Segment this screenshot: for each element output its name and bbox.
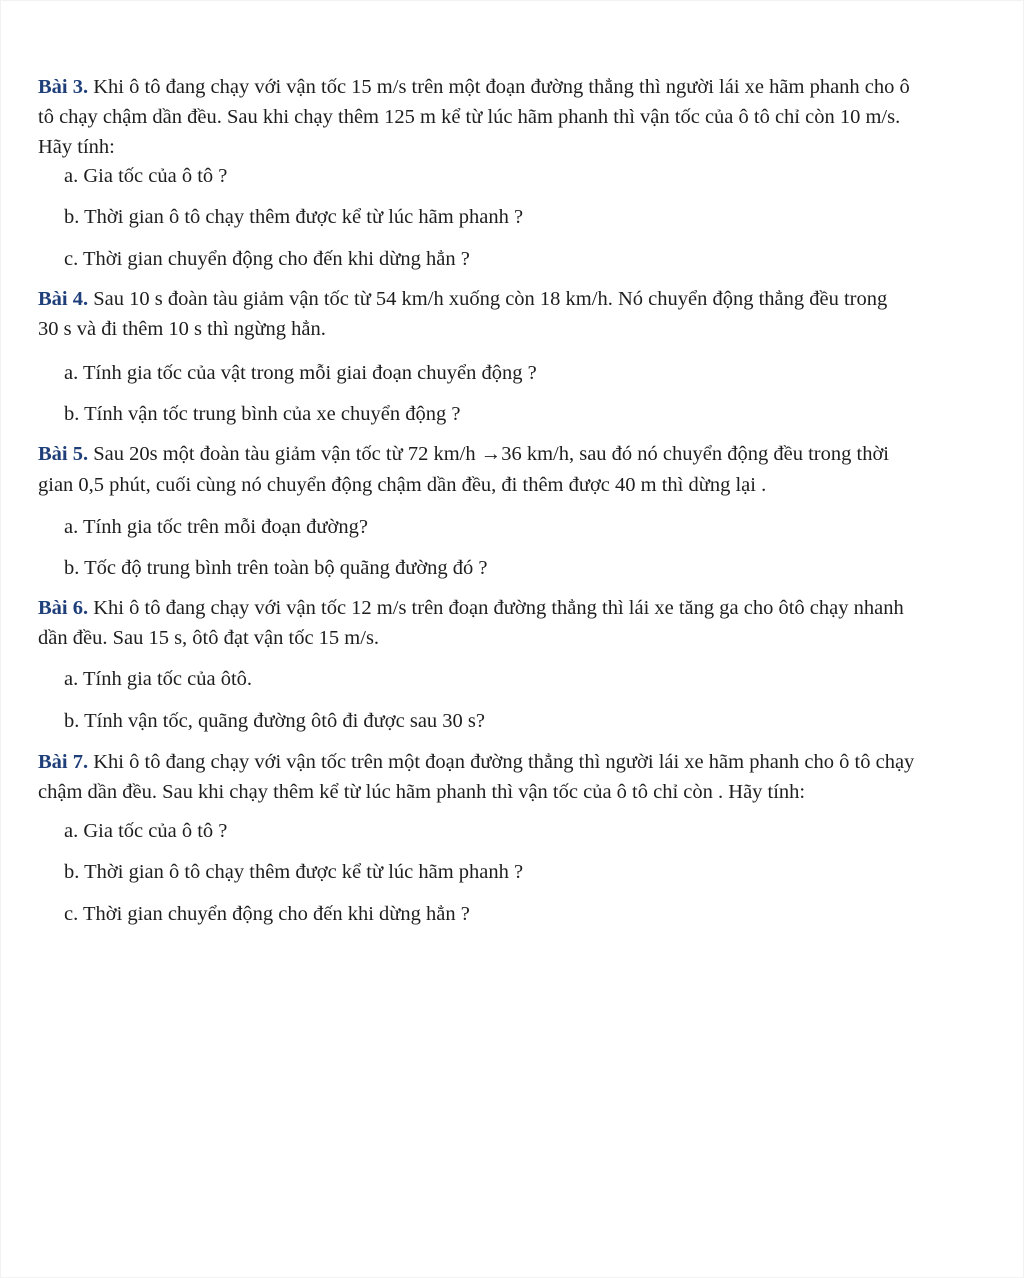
problem-4-item-b: b. Tính vận tốc trung bình của xe chuyển động ? <box>64 403 461 425</box>
problem-5-line-2: gian 0,5 phút, cuối cùng nó chuyển động chậm dần đều, đi thêm được 40 m thì dừng lại . <box>38 474 767 496</box>
problem-3-line-1 <box>38 74 910 100</box>
problem-6-line-1 <box>38 595 904 621</box>
problem-4-text-1: Sau 10 s đoàn tàu giảm vận tốc từ 54 km/h xuống còn 18 km/h. Nó chuyển động thẳng đều trong <box>88 288 888 310</box>
problem-4-item-a: a. Tính gia tốc của vật trong mỗi giai đoạn chuyển động ? <box>64 362 537 384</box>
problem-6-text-1: Khi ô tô đang chạy với vận tốc 12 m/s trên đoạn đường thẳng thì lái xe tăng ga cho ôtô chạy nhanh <box>88 597 904 619</box>
problem-7-text-1: Khi ô tô đang chạy với vận tốc trên một đoạn đường thẳng thì người lái xe hãm phanh cho ô tô chạy <box>88 751 915 773</box>
problem-3-item-c: c. Thời gian chuyển động cho đến khi dừng hẳn ? <box>64 248 470 270</box>
problem-5-line-1 <box>38 441 889 467</box>
problem-7-item-c: c. Thời gian chuyển động cho đến khi dừng hẳn ? <box>64 903 470 925</box>
problem-7-item-b: b. Thời gian ô tô chạy thêm được kể từ lúc hãm phanh ? <box>64 861 524 883</box>
problem-6-item-a: a. Tính gia tốc của ôtô. <box>64 668 253 690</box>
problem-7-line-2: chậm dần đều. Sau khi chạy thêm kể từ lúc hãm phanh thì vận tốc của ô tô chỉ còn . Hãy tính: <box>38 781 806 803</box>
problem-4-line-2: 30 s và đi thêm 10 s thì ngừng hẳn. <box>38 318 326 340</box>
problem-4-line-1 <box>38 286 887 312</box>
problem-3-item-a: a. Gia tốc của ô tô ? <box>64 165 228 187</box>
problem-5-item-b: b. Tốc độ trung bình trên toàn bộ quãng đường đó ? <box>64 557 488 579</box>
problem-7-line-1 <box>38 749 914 775</box>
problem-4-title: Bài 4. <box>38 288 89 310</box>
problem-5-title: Bài 5. <box>38 443 89 465</box>
problem-3-item-b: b. Thời gian ô tô chạy thêm được kể từ lúc hãm phanh ? <box>64 206 524 228</box>
problem-7-title: Bài 7. <box>38 751 89 773</box>
problem-6-item-b: b. Tính vận tốc, quãng đường ôtô đi được sau 30 s? <box>64 710 486 732</box>
problem-6-title: Bài 6. <box>38 597 89 619</box>
problem-7-item-a: a. Gia tốc của ô tô ? <box>64 820 228 842</box>
problem-3-line-3: Hãy tính: <box>38 136 115 158</box>
problem-3-title: Bài 3. <box>38 76 89 98</box>
problem-5-text-1: Sau 20s một đoàn tàu giảm vận tốc từ 72 km/h →36 km/h, sau đó nó chuyển động đều trong thời <box>88 443 889 465</box>
problem-3-line-2: tô chạy chậm dần đều. Sau khi chạy thêm 125 m kể từ lúc hãm phanh thì vận tốc của ô tô chỉ còn 10 m/s. <box>38 106 901 128</box>
problem-3-text-1: Khi ô tô đang chạy với vận tốc 15 m/s trên một đoạn đường thẳng thì người lái xe hãm phanh cho ô <box>88 76 910 98</box>
problem-6-line-2: dần đều. Sau 15 s, ôtô đạt vận tốc 15 m/s. <box>38 627 380 649</box>
problem-5-item-a: a. Tính gia tốc trên mỗi đoạn đường? <box>64 516 368 538</box>
